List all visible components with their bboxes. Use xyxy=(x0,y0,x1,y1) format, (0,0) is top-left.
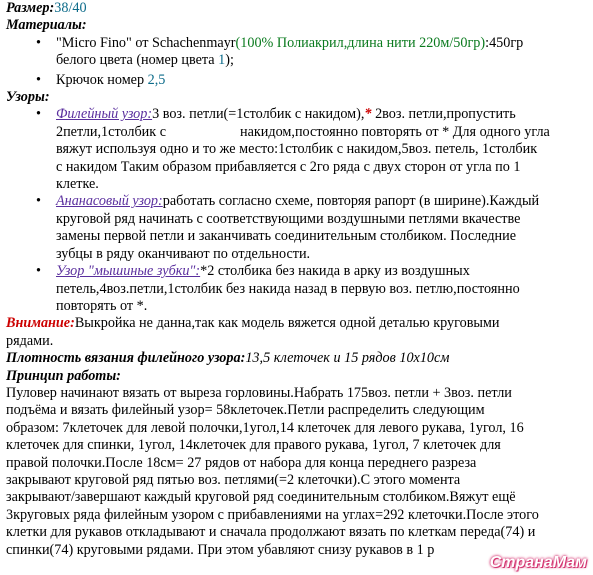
materials-item-yarn xyxy=(36,34,587,70)
principle-line: 3круговых ряда филейным узором с прибавлениями на углах=292 клеточки.После этого xyxy=(6,506,539,523)
size-value: 38/40 xyxy=(54,0,87,16)
yarn-color-text: белого цвета (номер цвета xyxy=(56,52,219,69)
fillet-text: с накидом Таким образом прибавляется с 2го ряда с двух сторон от угла по 1 xyxy=(56,158,521,175)
bullet-icon: • xyxy=(36,193,41,210)
pineapple-text: круговой ряд начинать с соответствующими воздушными петлями вкачестве xyxy=(56,210,521,227)
attention-label: Внимание: xyxy=(6,315,75,332)
hook-text: Крючок номер xyxy=(56,71,148,88)
materials-heading: Материалы: xyxy=(6,17,87,34)
attention-line xyxy=(6,315,587,332)
fillet-text: клетке. xyxy=(56,176,99,193)
principle-line: подъёма и вязать филейный узор= 58клеточек.Петли распределить следующим xyxy=(6,402,485,419)
yarn-name: "Micro Fino" от Schachenmayr xyxy=(56,34,236,51)
principle-line: правой полочки.После 18см= 27 рядов от набора для конца переднего разреза xyxy=(6,454,477,471)
pattern-mouse-teeth xyxy=(36,263,587,315)
materials-list xyxy=(6,35,587,89)
bullet-icon: • xyxy=(36,263,41,280)
principle-line: клетки для рукавов откладывают и сначала продолжают вязать по клеткам переда(74) и xyxy=(6,524,536,541)
bullet-icon: • xyxy=(36,34,41,51)
mouse-teeth-text: повторять от *. xyxy=(56,297,148,314)
principle-line: спинки(74) круговыми рядами. При этом убавляют снизу рукавов в 1 р xyxy=(6,541,435,558)
attention-text: рядами. xyxy=(6,332,54,349)
yarn-amount: :450гр xyxy=(485,34,524,51)
fillet-text: вяжут используя одно и то же место:1столбик с накидом,5воз. петель, 1столбик xyxy=(56,141,538,158)
bullet-icon: • xyxy=(36,71,41,88)
pineapple-text: работать согласно схеме, повторяя рапорт (в ширине).Каждый xyxy=(162,193,540,210)
principle-line: образом: 7клеточек для левой полочки,1угол,14 клеточек для левого рукава, 1угол, 16 xyxy=(6,419,524,436)
fillet-link[interactable]: Филейный узор: xyxy=(56,106,153,123)
principle-heading: Принцип работы: xyxy=(6,367,121,384)
pineapple-link[interactable]: Ананасовый узор: xyxy=(56,193,163,210)
materials-item-hook xyxy=(36,71,587,89)
pattern-fillet xyxy=(36,106,587,193)
density-label: Плотность вязания филейного узора: xyxy=(6,350,246,367)
watermark-logo: СтранаМам xyxy=(489,553,587,571)
size-line xyxy=(6,0,587,17)
yarn-color-end: ); xyxy=(225,52,234,69)
principle-line: клеточек для спинки, 1угол, 14клеточек для правого рукава, 1угол, 7 клеточек для xyxy=(6,437,501,454)
density-line xyxy=(6,350,587,367)
fillet-text: 2петли,1столбик с xyxy=(56,123,166,140)
yarn-color-number: 1 xyxy=(218,52,226,69)
principle-line: закрывают круговой ряд пятью воз. петлями(=2 клеточки).С этого момента xyxy=(6,471,461,488)
yarn-composition: (100% Полиакрил,длина нити 220м/50гр) xyxy=(235,34,486,51)
principle-line: Пуловер начинают вязать от выреза горловины.Набрать 175воз. петли + 3воз. петли xyxy=(6,384,512,401)
attention-text: Выкройка не данна,так как модель вяжется одной деталью круговыми xyxy=(74,315,500,332)
mouse-teeth-text: *2 столбика без накида в арку из воздушных xyxy=(200,263,470,280)
size-label: Размер: xyxy=(6,0,55,16)
fillet-text: 3 воз. петли(=1столбик с накидом), xyxy=(152,106,365,123)
principle-line: закрывают/завершают каждый круговой ряд соединительным столбиком.Вяжут ещё xyxy=(6,489,516,506)
patterns-list xyxy=(6,106,587,315)
pineapple-text: замены первой петли и заканчивать соединительным столбиком. Последние xyxy=(56,228,517,245)
pineapple-text: зубцы в ряду оканчивают по отдельности. xyxy=(56,245,311,262)
patterns-heading: Узоры: xyxy=(6,89,50,106)
mouse-teeth-text: петель,4воз.петли,1столбик без накида назад в первую воз. петлю,постоянно xyxy=(56,280,520,297)
mouse-teeth-link[interactable]: Узор "мышиные зубки": xyxy=(56,263,201,280)
pattern-pineapple xyxy=(36,193,587,263)
principle-body xyxy=(6,385,587,559)
density-value: 13,5 клеточек и 15 рядов 10х10см xyxy=(245,350,450,367)
hook-number: 2,5 xyxy=(147,71,166,88)
fillet-star: * xyxy=(364,106,372,123)
fillet-text: накидом,постоянно повторять от * Для одного угла xyxy=(240,123,550,140)
fillet-text: 2воз. петли,пропустить xyxy=(371,106,516,123)
bullet-icon: • xyxy=(36,106,41,123)
